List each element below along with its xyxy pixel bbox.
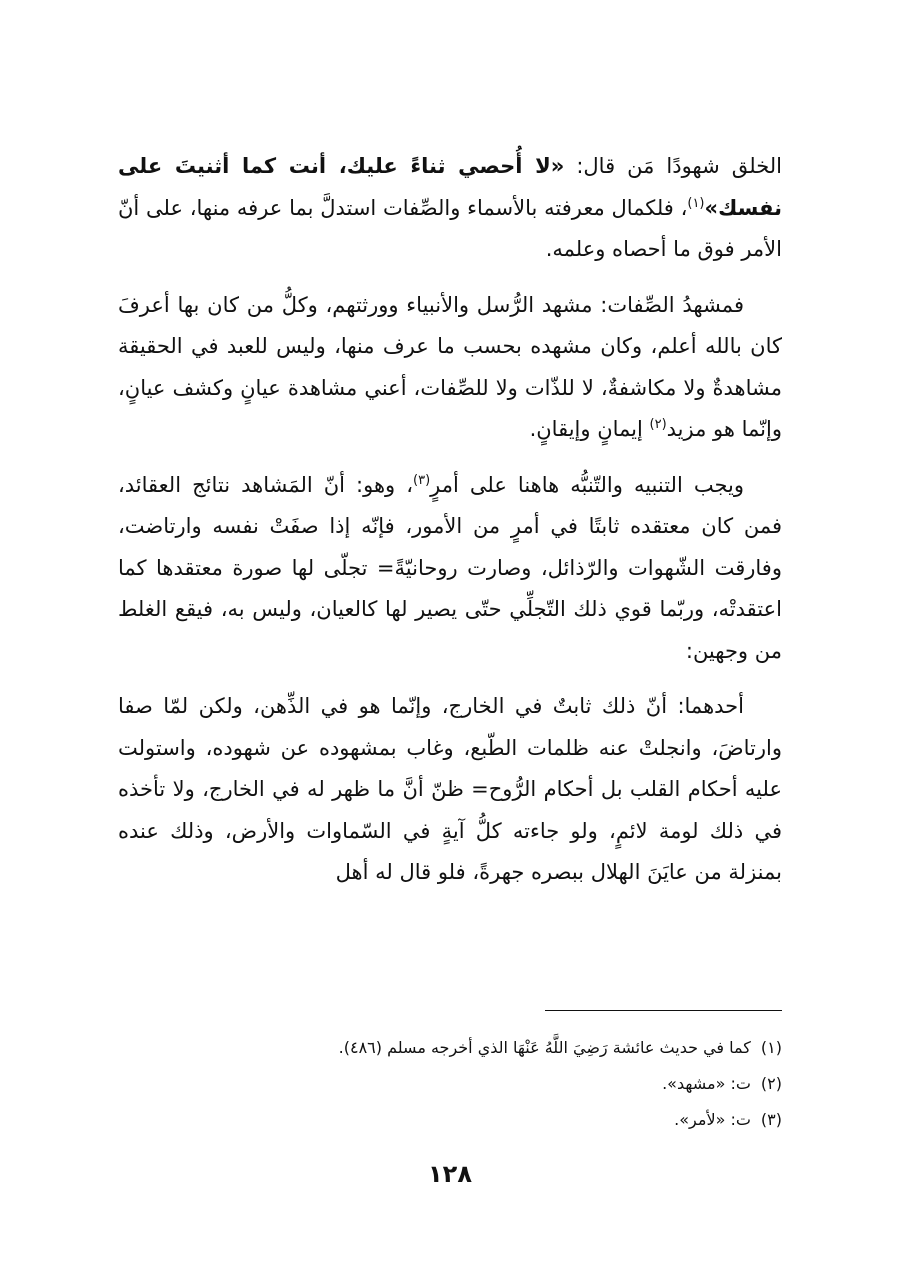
footnote-ref-3[interactable]: (٣) xyxy=(413,472,431,488)
paragraph-3-text-a: ويجب التنبيه والتّنبُّه هاهنا على أمرٍ xyxy=(430,472,744,497)
paragraph-2 xyxy=(118,285,782,451)
footnote-ref-1[interactable]: (١) xyxy=(687,195,705,211)
paragraph-1-text-b: ، فلكمال معرفته بالأسماء والصِّفات استدلَّ بما عرفه منها، على أنّ الأمر فوق ما أحصاه وعلمه. xyxy=(118,195,782,261)
page-number: ١٢٨ xyxy=(428,1160,472,1188)
footnote-text: ت: «لأمر». xyxy=(674,1110,751,1129)
footnote-text: ت: «مشهد». xyxy=(662,1074,751,1093)
paragraph-4 xyxy=(118,686,782,894)
footnotes xyxy=(118,1030,782,1138)
footnote-3 xyxy=(118,1102,782,1138)
paragraph-2-text-a: فمشهدُ الصِّفات: مشهد الرُّسل والأنبياء وورثتهم، وكلُّ من كان بها أعرفَ كان بالله أعلم، وكان مشهده بحسب ما عرف منها، وليس للعبد في الحقيقة مشاهدةٌ ولا مكاشفةٌ، لا للذّات ولا للصِّفات، أعني مشاهدة عيانٍ وكشف عيانٍ، وإنّما هو مزيد xyxy=(118,292,782,441)
footnote-ref-2[interactable]: (٢) xyxy=(649,417,667,432)
paragraph-3-text-b: ، وهو: أنّ المَشاهد نتائج العقائد، فمن كان معتقده ثابتًا في أمرٍ من الأمور، فإنّه إذا صفَتْ نفسه وارتاضت، وفارقت الشّهوات والرّذائل، وصارت روحانيّةً= تجلّى لها صورة معتقدها كما اعتقدتْه، وربّما قوي ذلك التّجلِّي حتّى يصير لها كالعيان، وليس به، فيقع الغلط من وجهين: xyxy=(118,472,782,663)
footnote-1 xyxy=(118,1030,782,1066)
footnote-number: (٣) xyxy=(760,1110,782,1129)
footnote-2 xyxy=(118,1066,782,1102)
main-text xyxy=(118,146,782,908)
paragraph-4-text: أحدهما: أنّ ذلك ثابتٌ في الخارج، وإنّما هو في الذِّهن، ولكن لمّا صفا وارتاضَ، وانجلتْ عنه ظلمات الطّبع، وغاب بمشهوده عن شهوده، واستولت عليه أحكام القلب بل أحكام الرُّوح= ظنّ أنَّ ما ظهر له في الخارج، ولا تأخذه في ذلك لومة لائمٍ، ولو جاءته كلُّ آيةٍ في السّماوات والأرض، وذلك عنده بمنزلة من عايَنَ الهلال ببصره جهرةً، فلو قال له أهل xyxy=(118,694,782,884)
paragraph-2-text-b: إيمانٍ وإيقانٍ. xyxy=(529,417,650,441)
footnote-number: (١) xyxy=(760,1038,782,1057)
footnote-text: كما في حديث عائشة رَضِيَ اللَّهُ عَنْهَا الذي أخرجه مسلم (٤٨٦). xyxy=(338,1038,751,1057)
footnote-number: (٢) xyxy=(760,1074,782,1093)
paragraph-1-text-a: الخلق شهودًا مَن قال: xyxy=(564,154,782,178)
paragraph-3 xyxy=(118,465,782,673)
paragraph-1 xyxy=(118,146,782,271)
hadith-quote: «لا أُحصي ثناءً عليك، أنت كما أثنيتَ على نفسك» xyxy=(118,154,782,220)
footnote-separator xyxy=(545,1010,782,1011)
